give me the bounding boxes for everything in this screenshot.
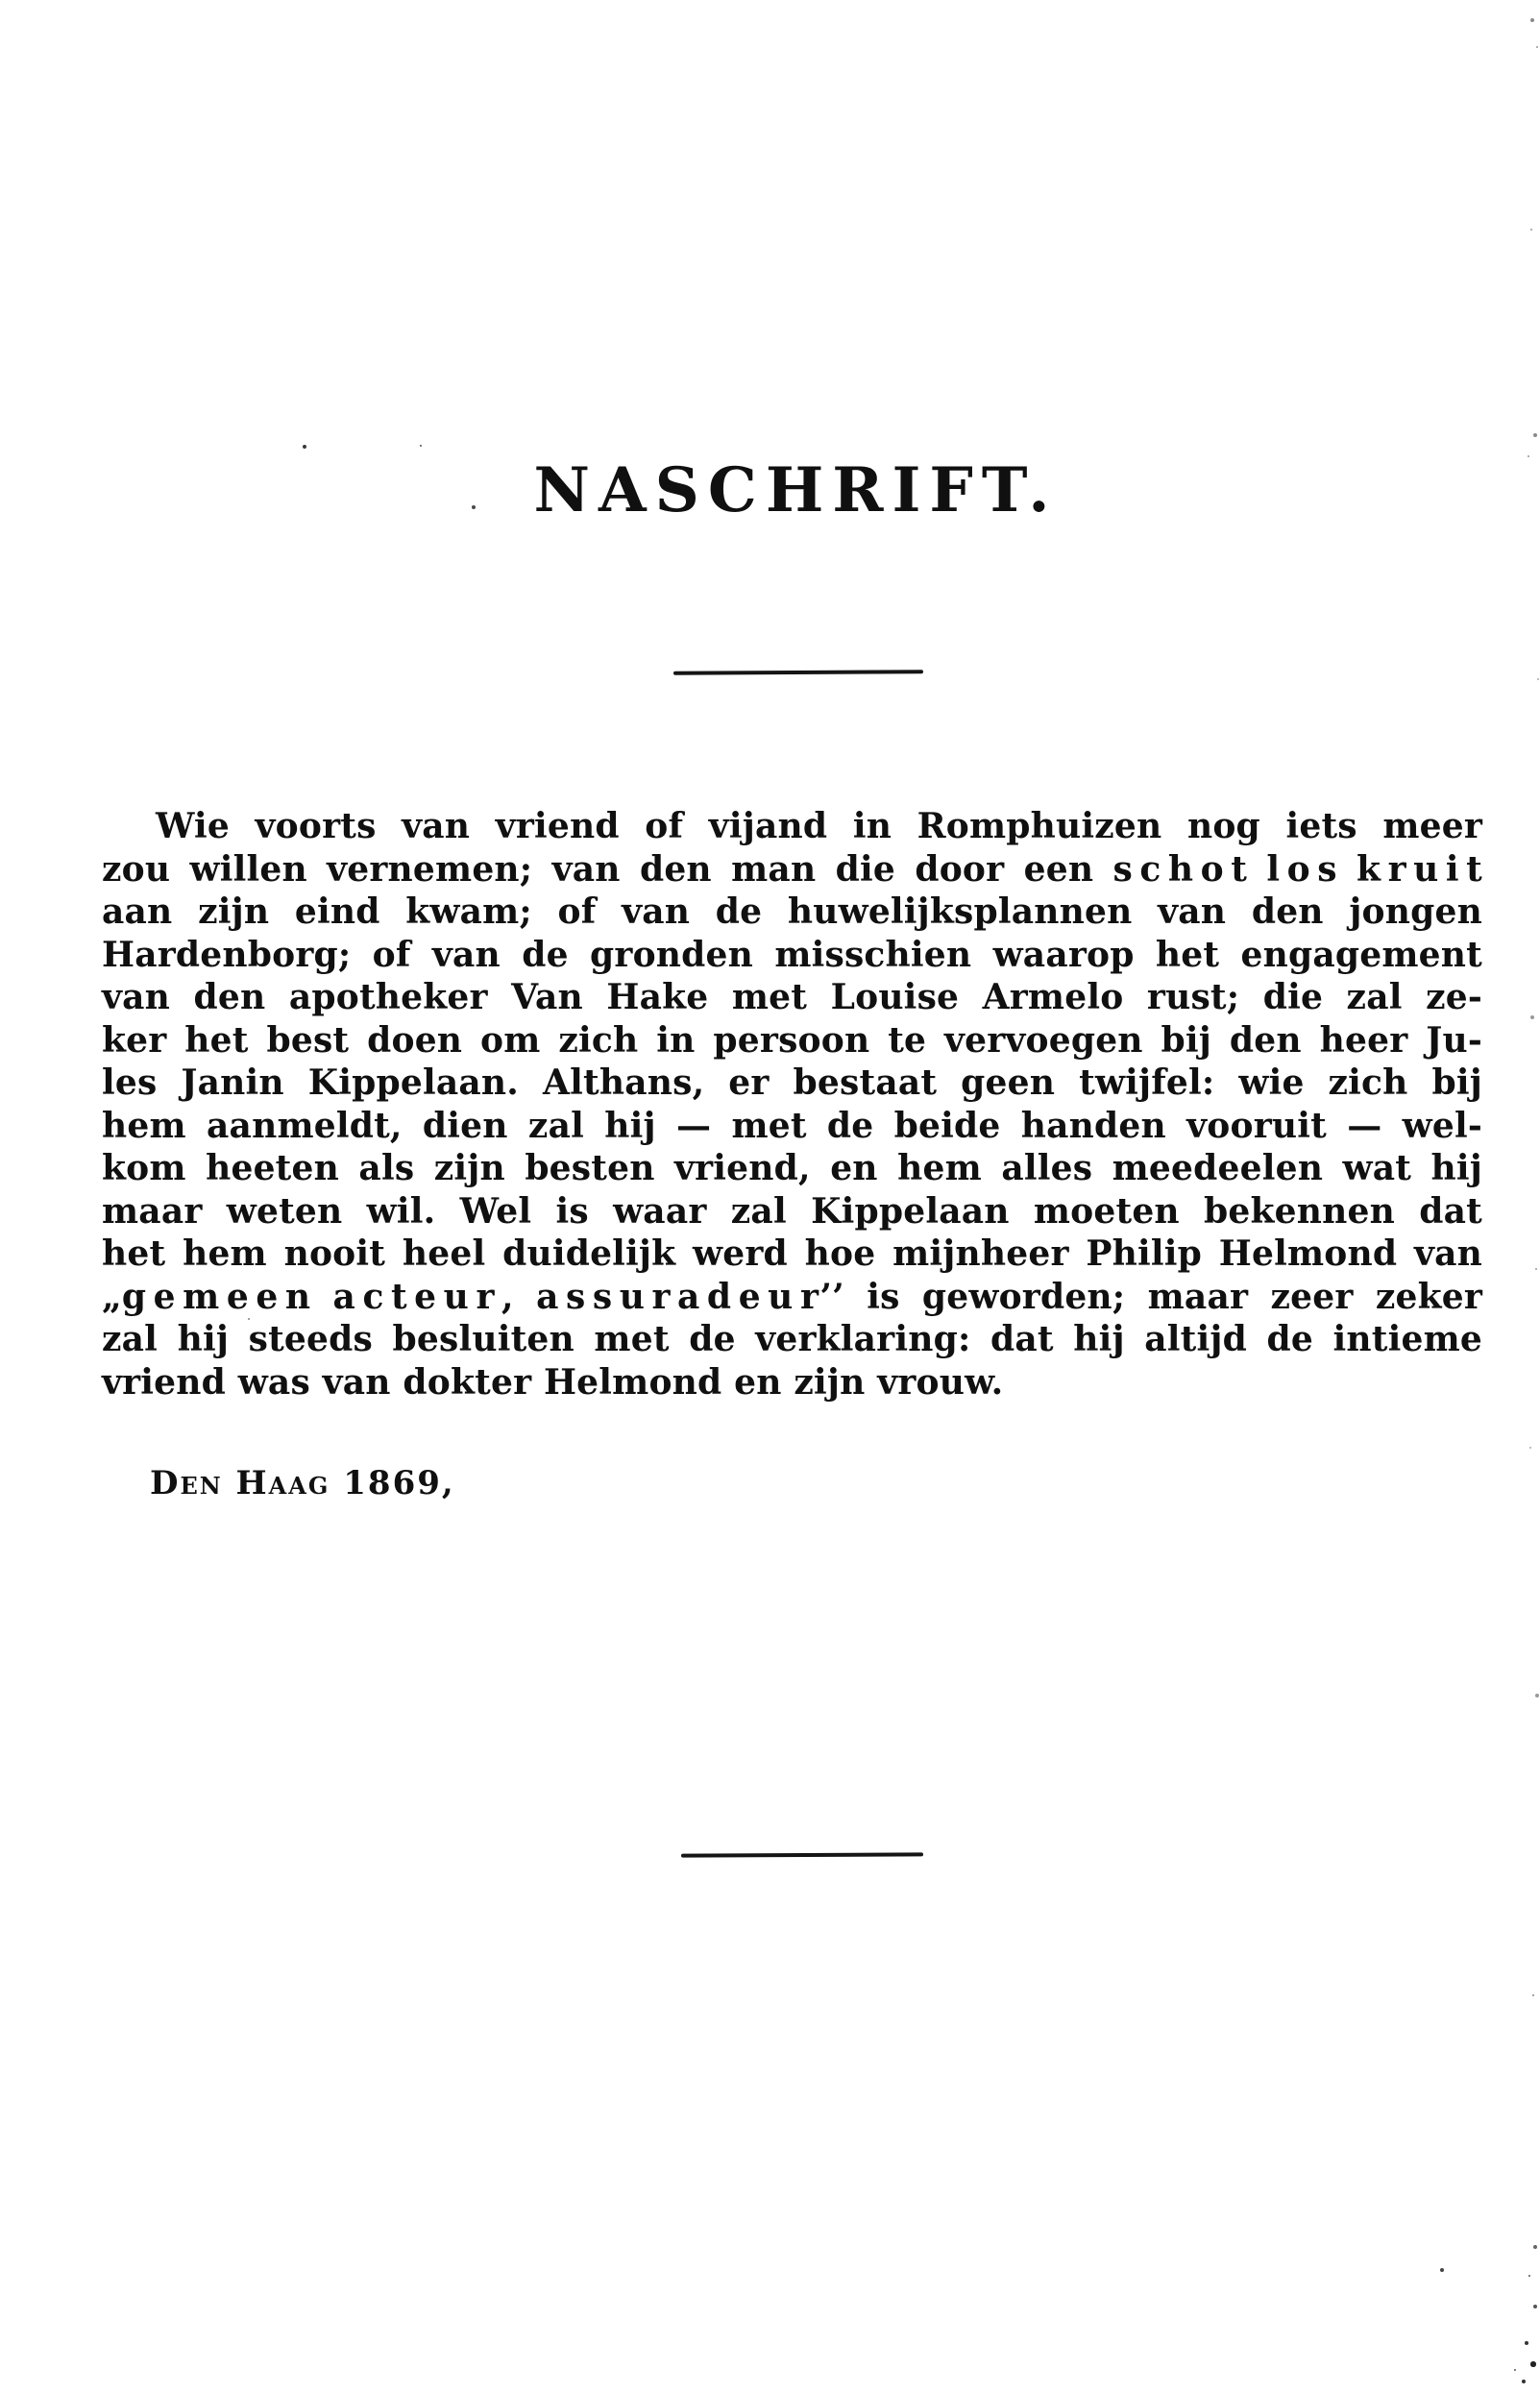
text-line: les Janin Kippelaan. Althans, er bestaat geen twijfel: wie zich bij [102, 1062, 1482, 1103]
text-line: maar weten wil. Wel is waar zal Kippelaan moeten bekennen dat [102, 1190, 1482, 1232]
page-title: NASCHRIFT. [533, 454, 1059, 526]
text-line: Wie voorts van vriend of vijand in Romphuizen nog iets meer [156, 806, 1482, 846]
divider-rule-bottom [681, 1852, 923, 1857]
body-paragraph [102, 805, 1482, 1404]
text-line: aan zijn eind kwam; of van de huwelijksplannen van den jongen [102, 891, 1482, 932]
text-line: vriend was van dokter Helmond en zijn vrouw. [102, 1361, 1004, 1403]
text-line: hem aanmeldt, dien zal hij — met de beide handen vooruit — wel- [102, 1105, 1482, 1146]
text-line: zal hij steeds besluiten met de verklaring: dat hij altijd de intieme [102, 1319, 1482, 1359]
scan-noise-specks [0, 0, 2, 2]
text-line: Hardenborg; of van de gronden misschien waarop het engagement [102, 934, 1482, 975]
text-line: „g e m e e n a c t e u r , a s s u r a d e u r’’ is geworden; maar zeer zeker [102, 1276, 1482, 1317]
text-line: zou willen vernemen; van den man die door een s c h o t l o s k r u i t [102, 848, 1482, 890]
text-line: het hem nooit heel duidelijk werd hoe mijnheer Philip Helmond van [102, 1233, 1482, 1274]
divider-rule-top [673, 670, 923, 675]
dateline: Den Haag 1869, [150, 1464, 455, 1502]
text-line: ker het best doen om zich in persoon te vervoegen bij den heer Ju- [102, 1019, 1482, 1061]
text-line: kom heeten als zijn besten vriend, en hem alles meedeelen wat hij [102, 1148, 1482, 1188]
text-line: van den apotheker Van Hake met Louise Armelo rust; die zal ze- [102, 977, 1482, 1017]
